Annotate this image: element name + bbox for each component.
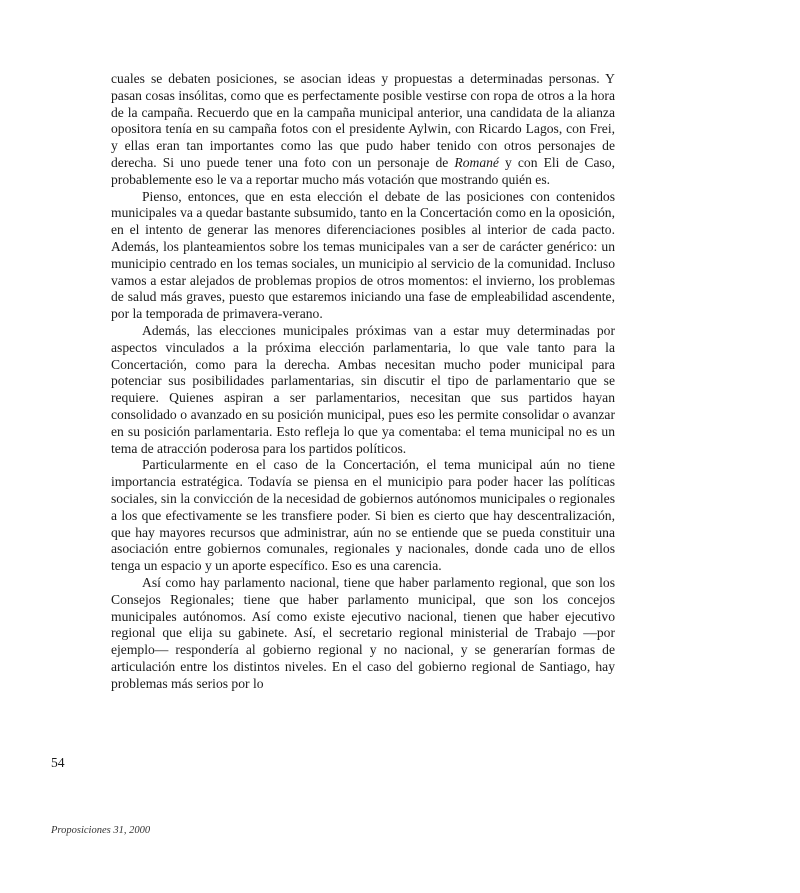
body-text: [111, 71, 615, 692]
paragraph-5: Así como hay parlamento nacional, tiene que haber parlamento regional, que son los Consejos Regionales; tiene que haber parlamento municipal, que son los concejos municipales autónomos. Así como existe ejecutivo nacional, tienen que haber ejecutivo regional que elija su gabinete. Así, el secretario regional ministerial de Trabajo —por ejemplo— respondería al gobierno regional y no nacional, y se generarían formas de articulación entre los distintos niveles. En el caso del gobierno regional de Santiago, hay problemas más serios por lo: [111, 574, 615, 691]
paragraph-1-text-after: y con Eli de Caso, probablemente eso le va a reportar mucho más votación que mostrando quién es.: [111, 154, 615, 187]
paragraph-2: Pienso, entonces, que en esta elección el debate de las posiciones con contenidos municipales va a quedar bastante subsumido, tanto en la Concertación como en la oposición, en el intento de generar las menores diferenciaciones posibles al interior de cada pacto. Además, los planteamientos sobre los temas municipales van a ser de carácter genérico: un municipio centrado en los temas sociales, un municipio al servicio de la comunidad. Incluso vamos a estar alejados de problemas propios de otros momentos: el invierno, los problemas de salud más graves, puesto que estaremos iniciando una fase de empleabilidad ascendente, por la temporada de primavera-verano.: [111, 188, 615, 322]
page-number: 54: [51, 755, 65, 770]
paragraph-1: [111, 71, 615, 189]
paragraph-3: Además, las elecciones municipales próximas van a estar muy determinadas por aspectos vinculados a la próxima elección parlamentaria, lo que vale tanto para la Concertación, como para la derecha. Ambas necesitan mucho poder municipal para potenciar sus posibilidades parlamentarias, sin discutir el tipo de parlamentario que se requiere. Quienes aspiran a ser parlamentarios, necesitan que sus partidos hayan consolidado o avanzado en su posición municipal, pues eso les permite consolidar o avanzar en su posición parlamentaria. Esto refleja lo que ya comentaba: el tema municipal no es un tema de atracción poderosa para los partidos políticos.: [111, 322, 615, 456]
paragraph-1-text-before: cuales se debaten posiciones, se asocian ideas y propuestas a determinadas personas. Y pasan cosas insólitas, como que es perfectamente posible vestirse con ropa de otros a la hora de la campaña. Recuerdo que en la campaña municipal anterior, una candidata de la alianza opositora tenía en su campaña fotos con el presidente Aylwin, con Ricardo Lagos, con Frei, y ellas eran tan importantes como las que pudo haber tenido con otros personajes de derecha. Si uno puede tener una foto con un personaje de: [111, 71, 615, 170]
paragraph-4: Particularmente en el caso de la Concertación, el tema municipal aún no tiene importancia estratégica. Todavía se piensa en el municipio para poder hacer las políticas sociales, sin la convicción de la necesidad de gobiernos autónomos municipales o regionales a los que efectivamente se les transfiere poder. Si bien es cierto que hay descentralización, que hay mayores recursos que administrar, aún no se entiende que se pueda constituir una asociación entre gobiernos comunales, regionales y nacionales, donde cada uno de ellos tenga un espacio y un aporte específico. Eso es una carencia.: [111, 457, 615, 574]
footer-citation: Proposiciones 31, 2000: [51, 825, 151, 836]
paragraph-1-italic-name: Romané: [454, 154, 499, 170]
